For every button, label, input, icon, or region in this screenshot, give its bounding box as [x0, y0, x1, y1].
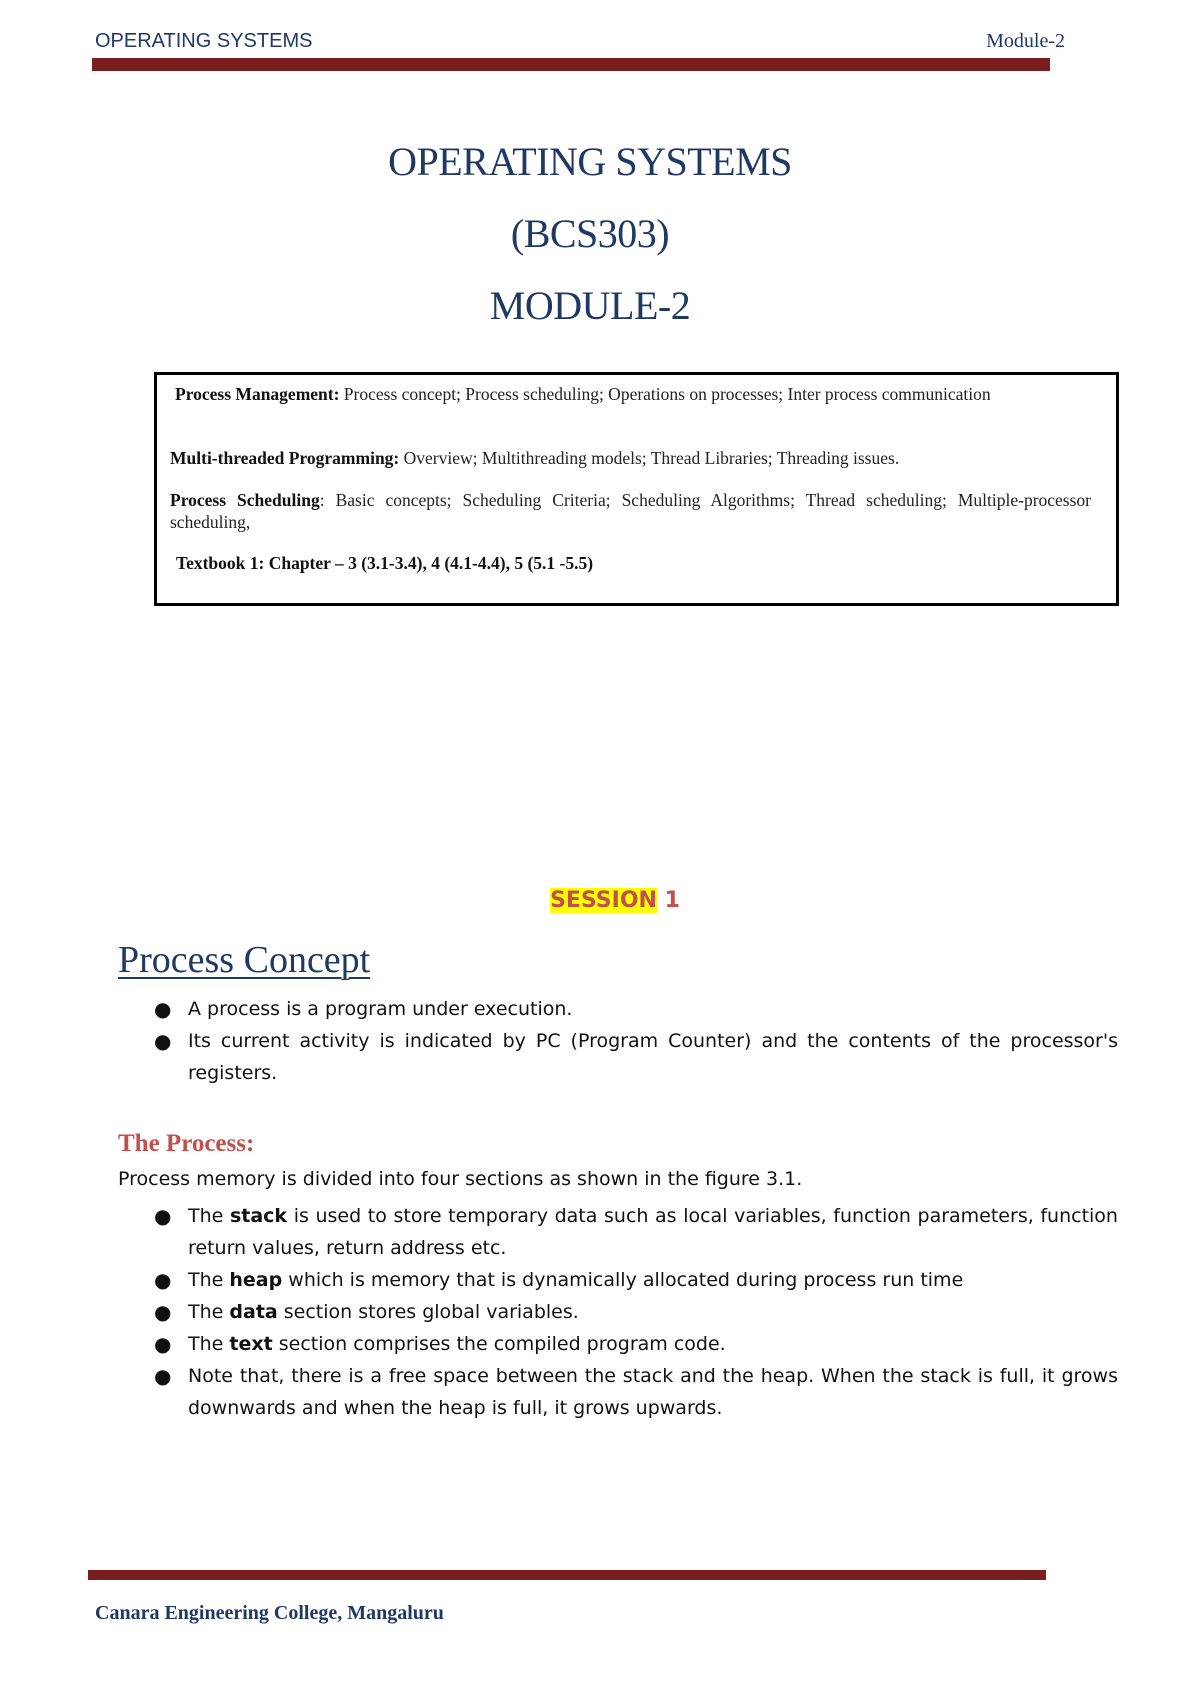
list-item-text: The: [188, 1301, 230, 1323]
page-footer: Canara Engineering College, Mangaluru: [95, 1602, 444, 1624]
list-item-keyword: text: [229, 1333, 273, 1355]
bullet-icon: ●: [154, 1300, 172, 1324]
list-item-text: section stores global variables.: [277, 1301, 579, 1323]
page-header-right: Module-2: [986, 30, 1065, 52]
page-header-left: OPERATING SYSTEMS: [95, 30, 313, 52]
session-label: [0, 888, 1200, 913]
list-item-text: section comprises the compiled program code.: [272, 1333, 726, 1355]
list-item-text: The: [188, 1269, 230, 1291]
bullet-icon: ●: [154, 1364, 172, 1388]
bullet-icon: ●: [154, 1332, 172, 1356]
header-rule: [92, 58, 1050, 71]
syllabus-process-scheduling: [170, 489, 1091, 533]
session-highlight: SESSION: [550, 888, 657, 913]
syllabus-process-management: [175, 383, 1091, 405]
course-title: OPERATING SYSTEMS: [388, 139, 792, 184]
list-item: [118, 1328, 1118, 1360]
list-item: [118, 1264, 1118, 1296]
list-item-keyword: heap: [229, 1269, 283, 1291]
list-item-keyword: stack: [229, 1205, 288, 1227]
footer-rule: [88, 1570, 1046, 1580]
list-item: [118, 993, 1118, 1025]
list-item-text: The: [188, 1205, 230, 1227]
list-item-text: which is memory that is dynamically allocated during process run time: [282, 1269, 964, 1291]
process-concept-heading: Process Concept: [118, 939, 371, 981]
module-title: MODULE-2: [489, 283, 691, 328]
the-process-list: [118, 1200, 1118, 1424]
the-process-heading: The Process:: [118, 1130, 255, 1157]
bullet-icon: ●: [154, 1204, 172, 1228]
bullet-icon: ●: [154, 997, 172, 1021]
list-item-text: Its current activity is indicated by PC (Program Counter) and the contents of the processor's registers.: [188, 1030, 1118, 1084]
bullet-icon: ●: [154, 1268, 172, 1292]
syllabus-label: Multi-threaded Programming:: [170, 448, 400, 468]
list-item: [118, 1200, 1118, 1264]
syllabus-text: Process concept; Process scheduling; Operations on processes; Inter process communication: [339, 384, 991, 404]
list-item-text: The: [188, 1333, 230, 1355]
syllabus-multithreaded: [170, 447, 1091, 469]
list-item: [118, 1296, 1118, 1328]
bullet-icon: ●: [154, 1029, 172, 1053]
list-item-text: is used to store temporary data such as local variables, function parameters, function return values, return address etc.: [188, 1205, 1118, 1259]
the-process-intro: Process memory is divided into four sections as shown in the figure 3.1.: [118, 1168, 803, 1190]
syllabus-box: [154, 372, 1119, 606]
session-number: 1: [656, 888, 680, 913]
process-concept-list: [118, 993, 1118, 1089]
syllabus-label: Process Management:: [175, 384, 340, 404]
list-item-text: A process is a program under execution.: [188, 998, 573, 1020]
course-code: (BCS303): [510, 211, 670, 256]
list-item-text: Note that, there is a free space between the stack and the heap. When the stack is full, it grows downwards and when the heap is full, it grows upwards.: [188, 1365, 1118, 1419]
list-item: [118, 1360, 1118, 1424]
syllabus-text: Overview; Multithreading models; Thread Libraries; Threading issues.: [399, 448, 900, 468]
list-item-keyword: data: [229, 1301, 278, 1323]
syllabus-textbook-text: Textbook 1: Chapter – 3 (3.1-3.4), 4 (4.1-4.4), 5 (5.1 -5.5): [176, 553, 594, 573]
syllabus-label: Process Scheduling: [170, 490, 320, 510]
list-item: [118, 1025, 1118, 1089]
syllabus-text: : Basic concepts; Scheduling Criteria; Scheduling Algorithms; Thread scheduling; Multiple-processor scheduling,: [170, 490, 1091, 532]
syllabus-textbook: [176, 552, 1091, 574]
